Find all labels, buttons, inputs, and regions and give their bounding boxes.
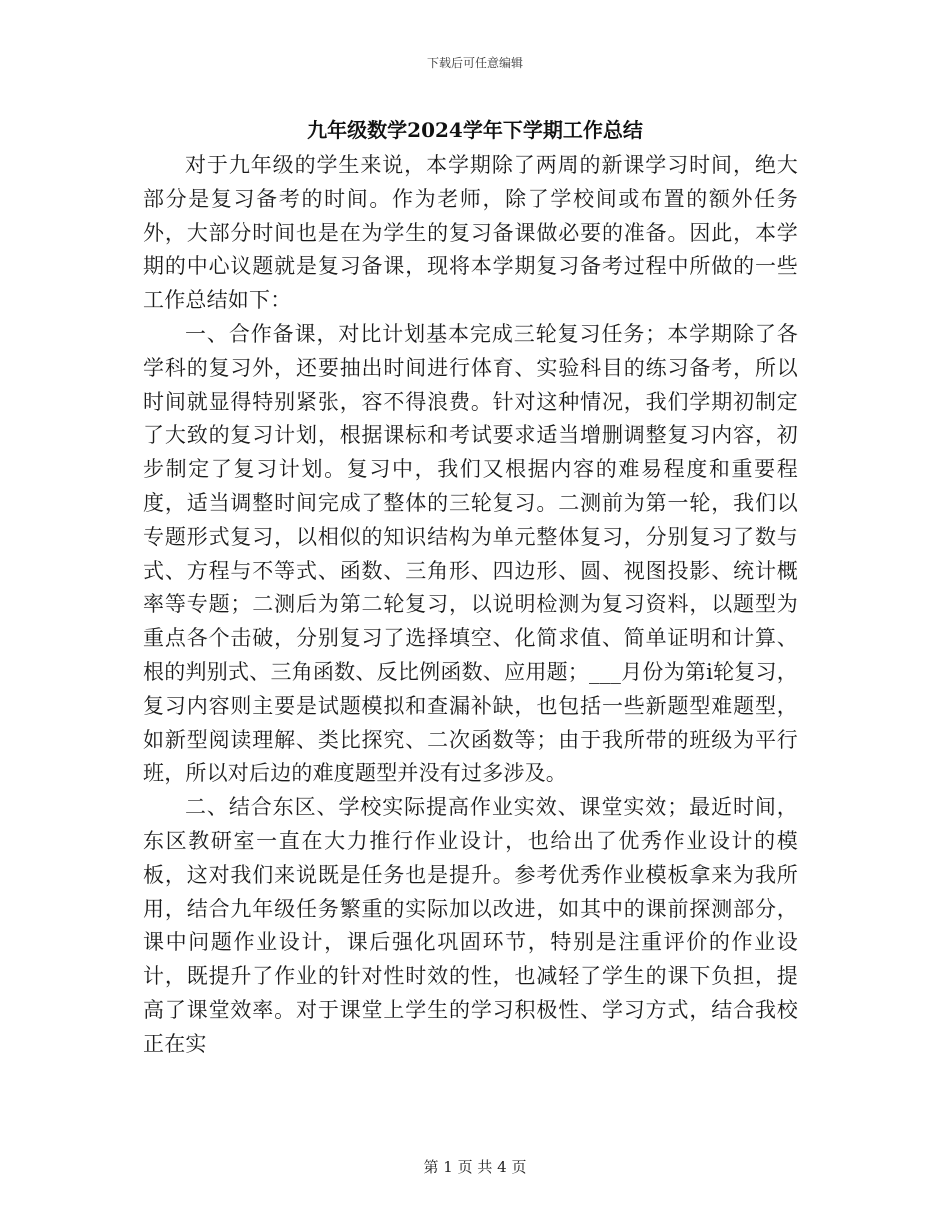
header-note: 下载后可任意编辑 [426,56,523,70]
paragraph-section-1: 一、合作备课，对比计划基本完成三轮复习任务；本学期除了各学科的复习外，还要抽出时间进行体育、实验科目的练习备考，所以时间就显得特别紧张，容不得浪费。针对这种情况，我们学期初制定了大致的复习计划，根据课标和考试要求适当增删调整复习内容，初步制定了复习计划。复习中，我们又根据内容的难易程度和重要程度，适当调整时间完成了整体的三轮复习。二测前为第一轮，我们以专题形式复习，以相似的知识结构为单元整体复习，分别复习了数与式、方程与不等式、函数、三角形、四边形、圆、视图投影、统计概率等专题；二测后为第二轮复习，以说明检测为复习资料，以题型为重点各个击破，分别复习了选择填空、化简求值、简单证明和计算、根的判别式、三角函数、反比例函数、应用题；___月份为第ⅰ轮复习，复习内容则主要是试题模拟和查漏补缺，也包括一些新题型难题型，如新型阅读理解、类比探究、二次函数等；由于我所带的班级为平行班，所以对后边的难度题型并没有过多涉及。 [143,321,798,786]
document-title: 九年级数学2024学年下学期工作总结 [307,118,643,142]
page-number: 第 1 页 共 4 页 [423,1158,527,1176]
paragraph-intro: 对于九年级的学生来说，本学期除了两周的新课学习时间，绝大部分是复习备考的时间。作为老师，除了学校间或布置的额外任务外，大部分时间也是在为学生的复习备课做必要的准备。因此，本学期的中心议题就是复习备课，现将本学期复习备考过程中所做的一些工作总结如下： [143,153,798,313]
document-body [143,149,798,1062]
paragraph-section-2: 二、结合东区、学校实际提高作业实效、课堂实效；最近时间，东区教研室一直在大力推行作业设计，也给出了优秀作业设计的模板，这对我们来说既是任务也是提升。参考优秀作业模板拿来为我所用，结合九年级任务繁重的实际加以改进，如其中的课前探测部分，课中问题作业设计，课后强化巩固环节，特别是注重评价的作业设计，既提升了作业的针对性时效的性，也减轻了学生的课下负担，提高了课堂效率。对于课堂上学生的学习积极性、学习方式，结合我校正在实 [143,795,798,1056]
